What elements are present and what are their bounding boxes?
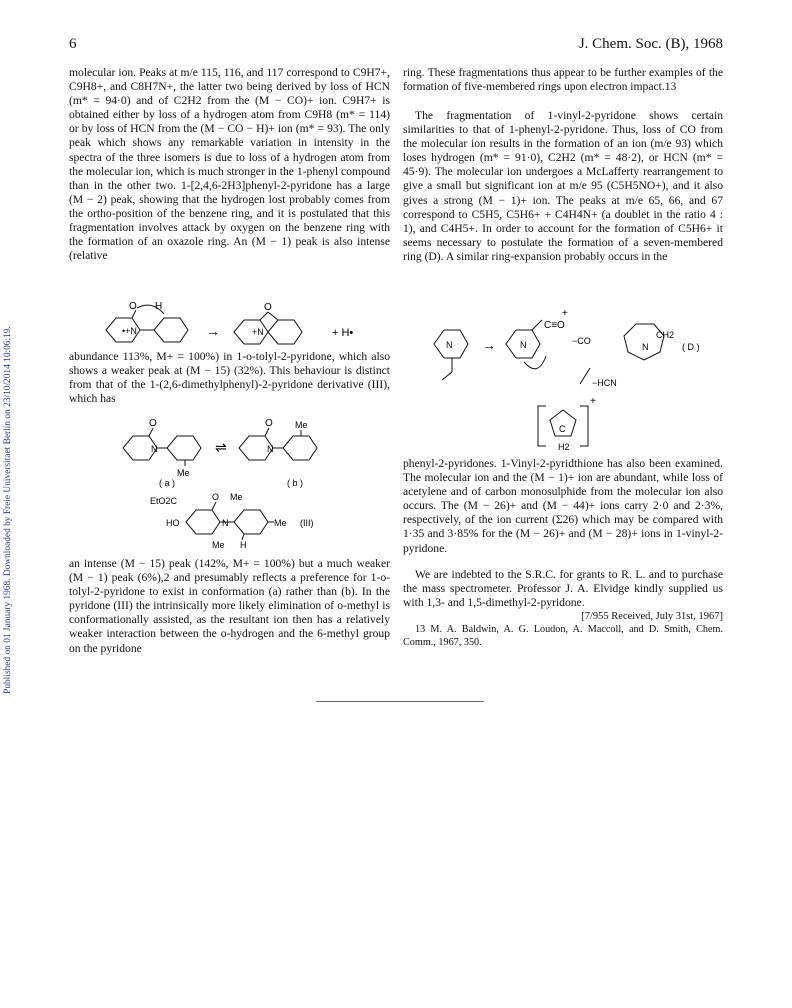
compound-iii-label: (III) (300, 518, 314, 528)
radical-cation-n-label: •+N (122, 326, 137, 336)
hydroxy-label: HO (166, 518, 180, 528)
conf-b-label: ( b ) (287, 478, 304, 488)
carbonyl-label: C≡O (544, 320, 565, 331)
right-paragraph-1: ring. These fragmentations thus appear to be further examples of the formation of five-membered rings upon electron impact.13 (403, 66, 723, 94)
cation-n-label: +N (252, 327, 264, 337)
page-number: 6 (69, 36, 77, 52)
conf-b-n: N (267, 444, 274, 454)
journal-reference: J. Chem. Soc. (B), 1968 (578, 36, 723, 52)
rearrangement-arrow: → (482, 337, 496, 353)
provenance-sidebar: Published on 01 January 1968. Downloaded by Freie Universitaet Berlin on 23/10/2014 10:06:19. (3, 326, 13, 694)
reaction-arrow: → (206, 323, 220, 339)
oxygen-label: O (129, 301, 137, 312)
left-paragraph-2: abundance 113%, M+ = 100%) in 1-o-tolyl-2-pyridone, which also shows a weaker peak at (M − 15) (32%). This behaviour is distinct from that of the 1-(2,6-dimethylphenyl)-2-pyridone derivative (III), which has (69, 350, 390, 406)
scheme-conformations (115, 414, 345, 499)
loss-co-label: −CO (572, 336, 591, 346)
iii-bottom-methyl: Me (212, 540, 225, 550)
conf-a-oxygen: O (149, 418, 157, 429)
iii-oxygen: O (212, 492, 220, 502)
iii-hydrogen: H (240, 540, 247, 550)
acknowledgement: We are indebted to the S.R.C. for grants to R. L. and to purchase the mass spectrometer. Professor J. A. Elvidge kindly supplied us with 1,3- and 1,5-dimethyl-2-pyridone. (403, 567, 723, 609)
conf-a-n: N (151, 444, 158, 454)
end-rule (316, 701, 484, 702)
hydrogen-label: H (155, 301, 163, 312)
vinyl-n-label: N (446, 340, 453, 350)
scheme-compound-iii (150, 488, 350, 559)
ion-d-label: ( D ) (682, 342, 700, 352)
iii-right-methyl: Me (274, 518, 287, 528)
iii-n: N (222, 518, 229, 528)
bracket-plus: + (590, 396, 596, 407)
ring-n-label: N (520, 340, 527, 350)
seven-ring-n-label: N (642, 342, 649, 352)
methylene-label: CH2 (656, 330, 675, 340)
bracket-c-label: C (559, 424, 566, 434)
iii-top-methyl: Me (230, 492, 243, 502)
scheme-vinyl-pyridone (420, 306, 720, 461)
right-paragraph-2: The fragmentation of 1-vinyl-2-pyridone shows certain similarities to that of 1-phenyl-2-pyridone. Thus, loss of CO from the molecular ion results in the formation of an ion (m/e 93) which loses hydrogen (m* = 91·0), C2H2 (m* = 48·2), or HCN (m* = 45·9). The molecular ion undergoes a McLafferty rearrangement to give a small but significant ion at m/e 95 (C5H5NO+), and it also gives a strong (M − 1)+ ion. The peaks at m/e 65, 66, and 67 correspond to C5H5, C5H6+ + C4H4N+ (a doublet in the ratio 4 : 1), and C4H5+. In order to account for the formation of C5H6+ it seems necessary to postulate the formation of a seven-membered ring (D). A similar ring-expansion probably occurs in the (403, 109, 723, 263)
ester-label: EtO2C (150, 496, 178, 506)
conf-b-methyl: Me (295, 420, 308, 430)
footnote-13: 13 M. A. Baldwin, A. G. Loudon, A. Maccoll, and D. Smith, Chem. Comm., 1967, 350. (403, 624, 723, 648)
loss-hcn-label: −HCN (592, 378, 617, 388)
oxazole-o-label: O (264, 302, 272, 313)
plus-h-radical: + H• (332, 327, 354, 339)
conf-a-label: ( a ) (159, 478, 176, 488)
cation-plus: + (562, 308, 568, 319)
left-paragraph-3: an intense (M − 15) peak (142%, M+ = 100%) but a much weaker (M − 1) peak (6%),2 and presumably reflects a preference for 1-o-tolyl-2-pyridone to exist in conformation (a) rather than (b). In the pyridone (III) the intrinsically more likely elimination of o-methyl is conformationally assisted, as the resultant ion then has a relatively weaker interaction between the o-hydrogen and the 6-methyl group on the pyridone (69, 557, 390, 655)
right-paragraph-3: phenyl-2-pyridones. 1-Vinyl-2-pyridthione has also been examined. The molecular ion and the (M − 1)+ ion are abundant, while loss of acetylene and of carbon monosulphide from the molecular ion also occurs. The (M − 26)+ and (M − 44)+ ions carry 2·0 and 2·3%, respectively, of the ion current (Σ26) which may be compared with 1·35 and 3·85% for the (M − 26)+ and (M − 28)+ ions in 1-vinyl-2-pyridone. We are indebted to the S.R.C. for grants to R. L. and to purchase the mass spectrometer. Professor J. A. Elvidge kindly supplied us with 1,3- and 1,5-dimethyl-2-pyridone. [7/955 Received, July 31st, 1967] 13 M. A. Baldwin, A. G. Loudon, A. Maccoll, and D. Smith, Chem. Comm., 1967, 350. (403, 457, 723, 648)
left-paragraph-1: molecular ion. Peaks at m/e 115, 116, and 117 correspond to C9H7+, C9H8+, and C8H7N+, the latter two being derived by loss of HCN (m* = 94·0) and of C2H2 from the (M − CO)+ ion. C9H7+ is obtained either by loss of a hydrogen atom from C9H8 (m* = 114) or by loss of HCN from the (M − CO − H)+ ion (m* = 93). The only peak which shows any remarkable variation in intensity in the spectra of the three isomers is due to loss of a hydrogen atom from the molecular ion, which is much stronger in the 1-phenyl compound than in the other two. 1-[2,4,6-2H3]phenyl-2-pyridone has a large (M − 2) peak, showing that the hydrogen lost probably comes from the ortho-position of the benzene ring, and it is postulated that this fragmentation involves attack by oxygen on the benzene ring with the formation of an oxazole ring. An (M − 1) peak is also intense (relative (69, 66, 390, 263)
received-date: [7/955 Received, July 31st, 1967] (581, 610, 723, 622)
conf-a-methyl: Me (177, 468, 190, 478)
conf-b-oxygen: O (265, 418, 273, 429)
equilibrium-arrow: ⇌ (215, 439, 227, 455)
bracket-h2-label: H2 (558, 442, 570, 452)
